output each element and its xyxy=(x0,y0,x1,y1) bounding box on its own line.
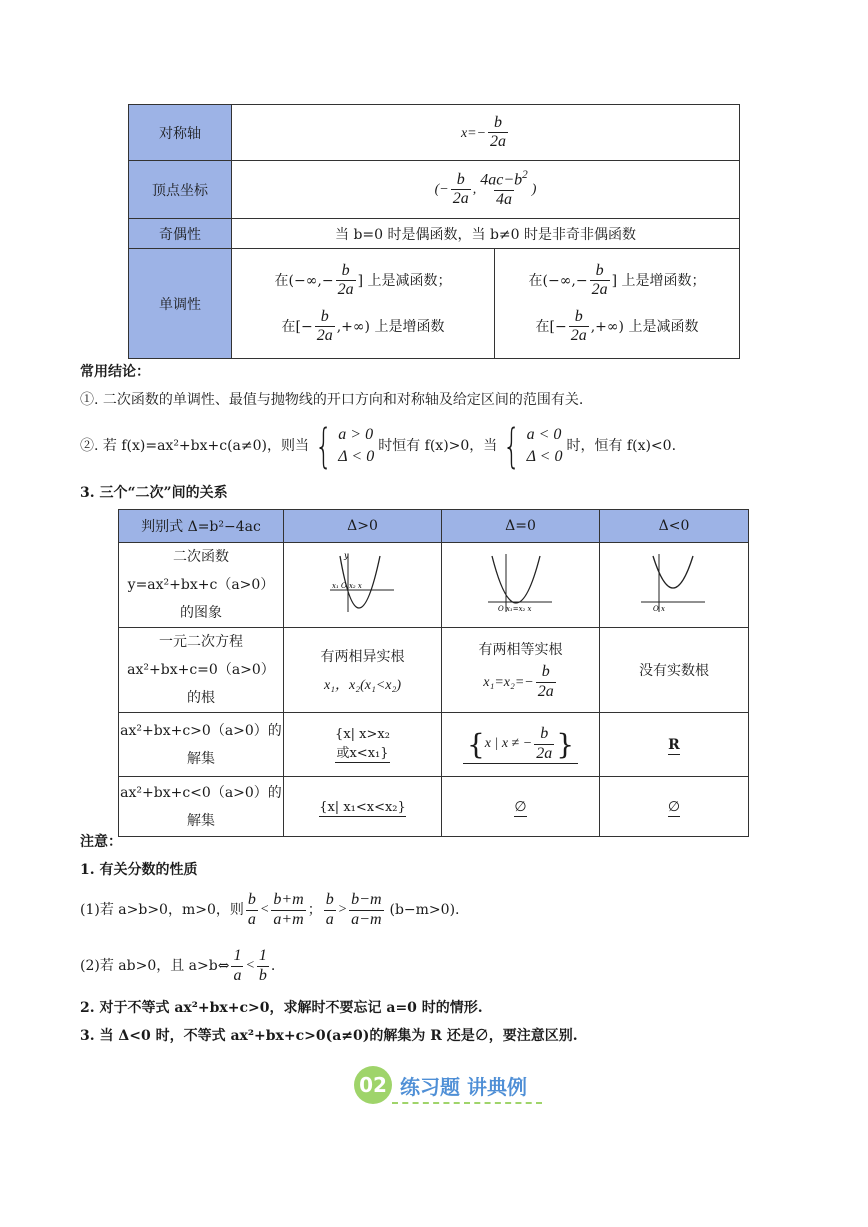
axis-of-symmetry-value xyxy=(232,105,740,161)
monotonic-left: 在(−∞,− $\frac{b}{2a}$ ] 上是减函数； 在[− $\frac{b}{2a}$ ,+∞) 上是增函数 xyxy=(232,249,495,359)
header-cell: Δ<0 xyxy=(600,510,749,543)
header-cell: Δ=0 xyxy=(442,510,600,543)
table-row xyxy=(129,161,740,219)
brace-icon: { xyxy=(503,419,521,473)
graph-cell xyxy=(284,543,442,628)
svg-text:O x₁=x₂ x: O x₁=x₂ x xyxy=(497,605,532,613)
banner-divider xyxy=(392,1102,542,1104)
conclusion-1: ①. 二次函数的单调性、最值与抛物线的开口方向和对称轴及给定区间的范围有关. xyxy=(80,392,584,408)
row-label: 顶点坐标 xyxy=(129,161,232,219)
note-2: 2. 对于不等式 ax²+bx+c>0，求解时不要忘记 a=0 时的情形. xyxy=(80,1000,483,1016)
svg-text:O x: O x xyxy=(653,605,665,613)
svg-text:y: y xyxy=(343,551,349,560)
table-row xyxy=(119,713,749,777)
solution-set-cell: {x| x>x₂ 或x<x₁} xyxy=(284,713,442,777)
notes-heading: 注意： xyxy=(80,834,122,850)
header-cell: Δ>0 xyxy=(284,510,442,543)
table-row xyxy=(119,777,749,837)
row-label: ax²+bx+c>0（a>0）的解集 xyxy=(119,713,284,777)
roots-cell: 有两相异实根 x₁，x₂(x₁<x₂) xyxy=(284,628,442,713)
brace-icon: { xyxy=(314,419,333,473)
case-block: a < 0 Δ < 0 xyxy=(526,426,563,465)
section-banner-title: 练习题 讲典例 xyxy=(400,1074,527,1099)
conclusions-heading: 常用结论： xyxy=(80,364,150,380)
solution-set-cell: R xyxy=(600,713,749,777)
conclusion-2: ②. 若 f(x)=ax²+bx+c(a≠0)，则当 { a > 0 Δ < 0 时恒有 f(x)>0，当 { a < 0 Δ < 0 时，恒有 f(x)<0. xyxy=(80,419,677,473)
parity-value: 当 b=0 时是偶函数，当 b≠0 时是非奇非偶函数 xyxy=(232,219,740,249)
roots-cell: 有两相等实根 x₁=x₂=− $\frac{b}{2a}$ xyxy=(442,628,600,713)
table-row xyxy=(129,249,740,359)
note-1-line-1: (1)若 a>b>0，m>0，则 $\frac{b}{a}$ < $\frac{b+m}{a+m}$ ； $\frac{b}{a}$ > $\frac{b-m}{a-m}$ (b−m>0). xyxy=(80,891,460,928)
svg-text:x₁ O x₂ x: x₁ O x₂ x xyxy=(331,582,362,590)
section-3-heading: 3. 三个“二次”间的关系 xyxy=(80,485,228,501)
section-number-badge: 02 xyxy=(354,1066,392,1104)
row-label: 单调性 xyxy=(129,249,232,359)
graph-cell xyxy=(600,543,749,628)
note-1-heading: 1. 有关分数的性质 xyxy=(80,862,198,878)
vertex-value: (− $\frac{b}{2a}$ , $\frac{4ac-b^2}{4a}$ ) xyxy=(232,161,740,219)
row-label: 对称轴 xyxy=(129,105,232,161)
case-block: a > 0 Δ < 0 xyxy=(338,426,375,465)
parabola-no-root-graph xyxy=(639,550,709,616)
monotonic-right: 在(−∞,− $\frac{b}{2a}$ ] 上是增函数； 在[− $\frac{b}{2a}$ ,+∞) 上是减函数 xyxy=(495,249,740,359)
solution-set-cell: ∅ xyxy=(600,777,749,837)
row-label: 一元二次方程 ax²+bx+c=0（a>0）的根 xyxy=(119,628,284,713)
header-cell: 判别式 Δ=b²−4ac xyxy=(119,510,284,543)
row-label: 二次函数 y=ax²+bx+c（a>0）的图象 xyxy=(119,543,284,628)
solution-set-cell: ∅ xyxy=(442,777,600,837)
table-row xyxy=(129,219,740,249)
note-3: 3. 当 Δ<0 时，不等式 ax²+bx+c>0(a≠0)的解集为 R 还是∅，要注意区别. xyxy=(80,1028,578,1044)
parabola-one-root-graph xyxy=(486,550,556,616)
fraction: $\frac{b}{2a}$ xyxy=(452,170,469,207)
row-label: ax²+bx+c<0（a>0）的解集 xyxy=(119,777,284,837)
axis-prefix: x=− xyxy=(460,125,487,141)
fraction: $\frac{b}{2a}$ xyxy=(490,113,507,150)
solution-set-cell: { x | x ≠ − $\frac{b}{2a}$ } xyxy=(442,713,600,777)
table-row xyxy=(119,628,749,713)
roots-cell: 没有实数根 xyxy=(600,628,749,713)
table-row xyxy=(129,105,740,161)
table-row xyxy=(119,543,749,628)
parabola-two-roots-graph xyxy=(328,550,398,616)
function-properties-table xyxy=(128,104,740,359)
fraction: $\frac{4ac-b^2}{4a}$ xyxy=(480,169,528,209)
solution-set-cell: {x| x₁<x<x₂} xyxy=(284,777,442,837)
graph-cell xyxy=(442,543,600,628)
row-label: 奇偶性 xyxy=(129,219,232,249)
quadratic-relations-table xyxy=(118,509,749,837)
table-header-row xyxy=(119,510,749,543)
note-1-line-2: (2)若 ab>0，且 a>b⇔ $\frac{1}{a}$ < $\frac{1}{b}$ . xyxy=(80,947,276,984)
section-banner xyxy=(354,1066,527,1104)
